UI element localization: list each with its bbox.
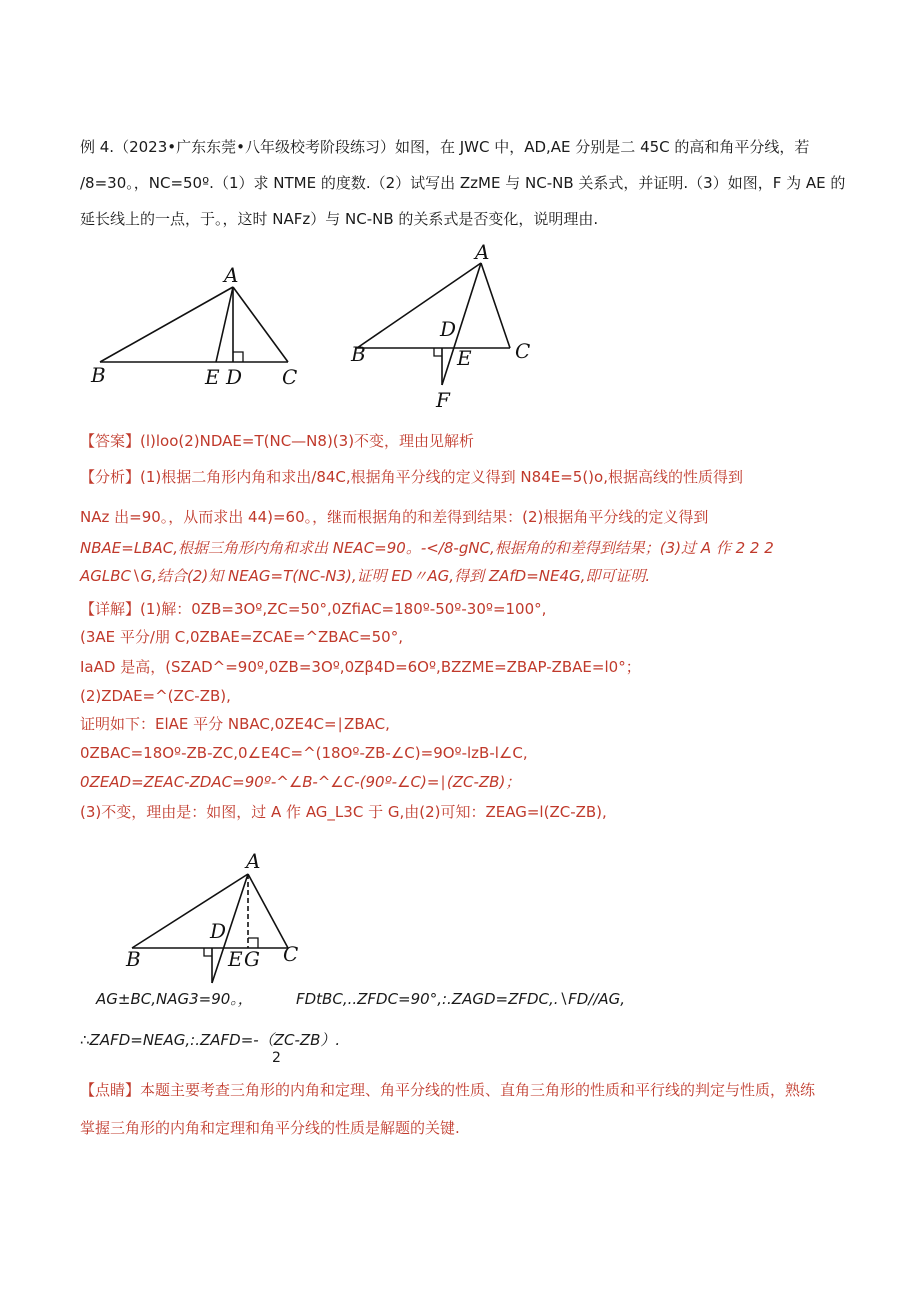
fig3-label-b: B — [126, 947, 141, 971]
problem-line-2: /8=30。，NC=50º.（1）求 NTME 的度数.（2）试写出 ZzME 与 NC-NB 关系式，并证明.（3）如图，F 为 AE 的 — [80, 174, 846, 192]
fig3-label-a: A — [246, 849, 261, 873]
comment-line-1 — [80, 1080, 815, 1100]
fig2-label-a: A — [475, 243, 490, 264]
fig1-label-b: B — [91, 363, 106, 387]
fig1-label-a: A — [224, 263, 239, 287]
answer-line — [80, 431, 474, 451]
fig1-label-d: D — [226, 365, 243, 389]
detail-line-3: IaAD 是高，(SZAD^=90º,0ZB=3Oº,0Zβ4D=6Oº,BZZME=ZBAP-ZBAE=l0°； — [80, 658, 641, 676]
proof-line-2: ∴ZAFD=NEAG,:.ZAFD=-（ZC-ZB）. — [80, 1031, 341, 1049]
fig3-label-d: D — [210, 919, 227, 943]
analysis-tag: 【分析】 — [80, 468, 141, 486]
detail-line-1 — [80, 599, 546, 619]
fig2-label-e: E — [457, 346, 472, 370]
fig3-label-c: C — [283, 942, 299, 966]
figure-3 — [118, 848, 318, 988]
detail-line-4: (2)ZDAE=^(ZC-ZB), — [80, 687, 231, 705]
problem-line-3: 延长线上的一点，于。，这时 NAFz）与 NC-NB 的关系式是否变化，说明理由. — [80, 210, 599, 228]
fig2-label-f: F — [436, 388, 450, 412]
detail-text-1: (1)解：0ZB=3Oº,ZC=50°,0ZfiAC=180º-50º-30º=100°, — [140, 600, 547, 618]
comment-text-1: 本题主要考查三角形的内角和定理、角平分线的性质、直角三角形的性质和平行线的判定与性质，熟练 — [140, 1081, 816, 1099]
proof-line-right: FDtBC,..ZFDC=90°,:.ZAGD=ZFDC,.∖FD∕∕AG, — [296, 990, 626, 1008]
answer-text: (l)loo(2)NDAE=T(NC—N8)(3)不变，理由见解析 — [140, 432, 475, 450]
fig3-label-g: G — [244, 947, 260, 971]
analysis-line-3: NBAE=LBAC,根据三角形内角和求出 NEAC=90。-</8-gNC,根据角的和差得到结果；(3)过 A 作 2 2 2 — [80, 539, 774, 557]
figure-2 — [345, 243, 545, 413]
analysis-line-2: NAz 出=90。，从而求出 44)=60。，继而根据角的和差得到结果：(2)根据角平分线的定义得到 — [80, 508, 709, 526]
comment-tag: 【点睛】 — [80, 1081, 141, 1099]
analysis-text-1: (1)根据二角形内角和求出/84C,根据角平分线的定义得到 N84E=5()o,根据高线的性质得到 — [140, 468, 743, 486]
detail-line-5: 证明如下：ElAE 平分 NBAC,0ZE4C=∣ZBAC, — [80, 715, 390, 733]
fig3-label-e: E — [228, 947, 243, 971]
fig2-label-d: D — [440, 317, 457, 341]
detail-tag: 【详解】 — [80, 600, 141, 618]
fig2-label-b: B — [351, 342, 366, 366]
fig1-label-c: C — [282, 365, 298, 389]
problem-line-1: 例 4.（2023•广东东莞•八年级校考阶段练习）如图，在 JWC 中，AD,AE 分别是二 45C 的高和角平分线，若 — [80, 138, 810, 156]
proof-line-left: AG±BC,NAG3=90。， — [96, 990, 253, 1008]
proof-fraction-denominator: 2 — [272, 1050, 281, 1066]
detail-line-8: (3)不变，理由是：如图，过 A 作 AG_L3C 于 G,由(2)可知：ZEAG=l(ZC-ZB), — [80, 803, 607, 821]
detail-line-7: 0ZEAD=ZEAC-ZDAC=90º-^∠B-^∠C-(90º-∠C)=∣(ZC-ZB)； — [80, 773, 521, 791]
figure-1 — [88, 262, 298, 392]
detail-line-2: (3AE 平分/朋 C,0ZBAE=ZCAE=^ZBAC=50°, — [80, 628, 403, 646]
detail-line-6: 0ZBAC=18Oº-ZB-ZC,0∠E4C=^(18Oº-ZB-∠C)=9Oº-lzB-l∠C, — [80, 744, 528, 762]
comment-line-2: 掌握三角形的内角和定理和角平分线的性质是解题的关键. — [80, 1119, 460, 1137]
fig1-label-e: E — [205, 365, 220, 389]
analysis-line-4: AGLBC∖G,结合(2)知 NEAG=T(NC-N3),证明 ED〃AG,得到 ZAfD=NE4G,即可证明. — [80, 567, 651, 585]
answer-tag: 【答案】 — [80, 432, 141, 450]
analysis-line-1 — [80, 467, 743, 487]
fig2-label-c: C — [515, 339, 531, 363]
